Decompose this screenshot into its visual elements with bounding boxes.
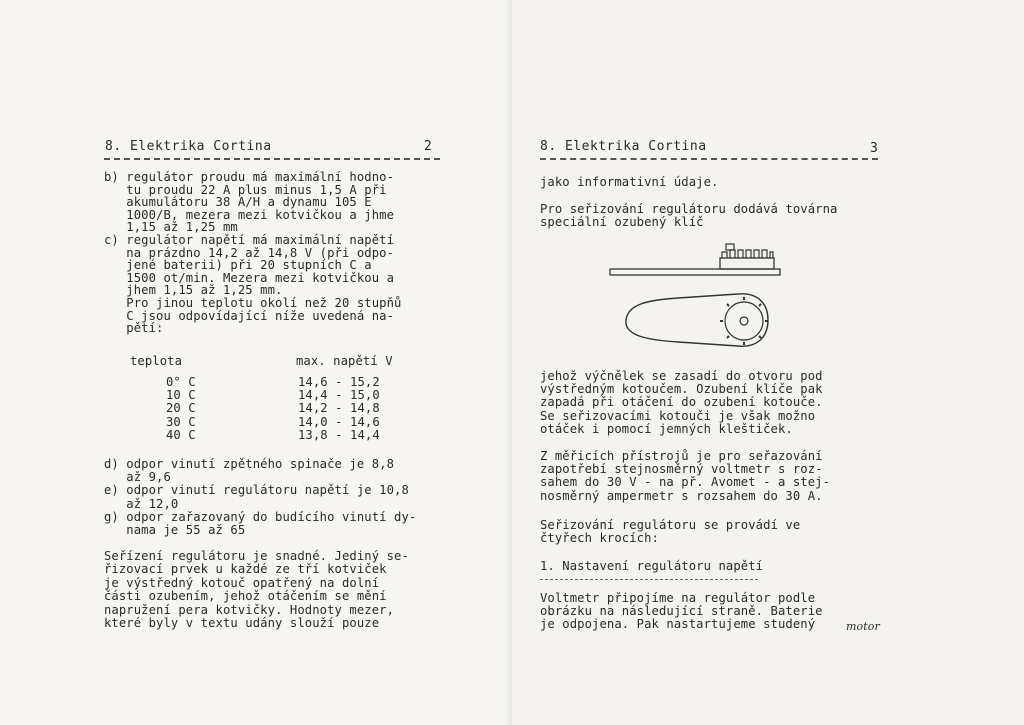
wrench-illustration [608, 242, 808, 352]
text-line: Pro seřizování regulátoru dodává továrna [540, 202, 838, 216]
text-line: Voltmetr připojíme na regulátor podle [540, 591, 816, 605]
section-heading-rule [540, 579, 758, 580]
text-line: obrázku na následující straně. Baterie [540, 604, 823, 619]
table-header: max. napětí V [296, 354, 393, 368]
text-line: čtyřech krocích: [540, 531, 659, 546]
wrench-gear-base [720, 258, 774, 269]
wrench-gear-teeth [722, 244, 773, 258]
text-line: Seřizování regulátoru se provádí ve [540, 518, 801, 532]
table-cell-temperature: 20 C [166, 401, 196, 416]
table-cell-voltage: 14,2 - 14,8 [298, 401, 380, 416]
table-cell-voltage: 13,8 - 14,4 [298, 427, 380, 442]
text-line: napružení pera kotvičky. Hodnoty mezer, [104, 602, 395, 617]
table-cell-temperature: 10 C [166, 388, 196, 403]
table-cell-voltage: 14,0 - 14,6 [298, 414, 380, 429]
left-header-rule [104, 158, 440, 160]
text-line: je odpojena. Pak nastartujeme studený [540, 617, 816, 632]
table-cell-temperature: 30 C [166, 414, 196, 429]
table-header: teplota [130, 354, 183, 368]
text-line: Se seřizovacími kotouči je však možno [540, 408, 816, 423]
right-header-rule [540, 158, 878, 160]
text-line: Pro jinou teplotu okolí než 20 stupňů [104, 296, 402, 310]
text-line: části ozubením, jehož otáčením se mění [104, 589, 387, 604]
text-line: zapotřebí stejnosměrný voltmetr s roz- [540, 462, 823, 477]
text-line: až 12,0 [104, 496, 179, 511]
text-line: C jsou odpovídající níže uvedená na- [104, 308, 395, 323]
table-cell-voltage: 14,6 - 15,2 [298, 375, 380, 389]
text-line: sahem do 30 V - na př. Avomet - a stej- [540, 475, 831, 490]
text-line: jehož výčnělek se zasadí do otvoru pod [540, 369, 823, 383]
text-line: jako informativní údaje. [540, 175, 719, 189]
table-cell-voltage: 14,4 - 15,0 [298, 388, 380, 403]
text-line: c) regulátor napětí má maximální napětí [104, 233, 395, 247]
text-line: akumulátoru 38 A/H a dynamu 105 E [104, 195, 372, 210]
text-line: d) odpor vinutí zpětného spinače je 8,8 [104, 457, 395, 471]
text-line: nama je 55 až 65 [104, 523, 246, 537]
handwritten-word: motor [846, 620, 880, 633]
text-line: je výstředný kotouč opatřený na dolní [104, 575, 380, 590]
text-line: 1000/B, mezera mezi kotvičkou a jhme [104, 207, 395, 222]
right-page-number: 3 [870, 141, 879, 156]
text-line: výstředným kotoučem. Ozubení klíče pak [540, 382, 823, 397]
wrench-bar [610, 269, 780, 275]
right-page [512, 0, 1024, 725]
text-line: b) regulátor proudu má maximální hodno- [104, 170, 395, 184]
text-line: nosměrný ampermetr s rozsahem do 30 A. [540, 488, 823, 503]
text-line: až 9,6 [104, 470, 171, 485]
left-page-number: 2 [424, 139, 433, 154]
text-line: zapadá při otáčení do ozubení kotouče. [540, 395, 823, 410]
table-cell-temperature: 0° C [166, 375, 196, 389]
text-line: jhem 1,15 až 1,25 mm. [104, 283, 283, 298]
wrench-toothed-wheel [720, 297, 768, 345]
text-line: speciální ozubený klíč [540, 215, 704, 229]
text-line: otáček i pomocí jemných kleštiček. [540, 421, 793, 436]
text-line: Seřízení regulátoru je snadné. Jediný se- [104, 549, 409, 563]
table-cell-temperature: 40 C [166, 427, 196, 442]
text-line: Z měřicích přístrojů je pro seřazování [540, 449, 823, 463]
section-heading: 1. Nastavení regulátoru napětí [540, 559, 764, 573]
text-line: pětí: [104, 321, 164, 336]
right-header-title: 8. Elektrika Cortina [540, 139, 707, 154]
left-header-title: 8. Elektrika Cortina [105, 139, 272, 154]
text-line: na prázdno 14,2 až 14,8 V (při odpo- [104, 245, 395, 260]
text-line: g) odpor zařazovaný do budícího vinutí dy- [104, 509, 417, 524]
text-line: 1500 ot/min. Mezera mezi kotvičkou a [104, 270, 395, 285]
text-line: tu proudu 22 A plus minus 1,5 A při [104, 182, 387, 197]
text-line: řizovací prvek u každé ze tří kotviček [104, 562, 387, 577]
text-line: jené baterii) při 20 stupních C a [104, 258, 372, 273]
text-line: které byly v textu udány slouží pouze [104, 616, 380, 630]
text-line: e) odpor vinutí regulátoru napětí je 10,8 [104, 483, 409, 498]
text-line: 1,15 až 1,25 mm [104, 220, 238, 235]
